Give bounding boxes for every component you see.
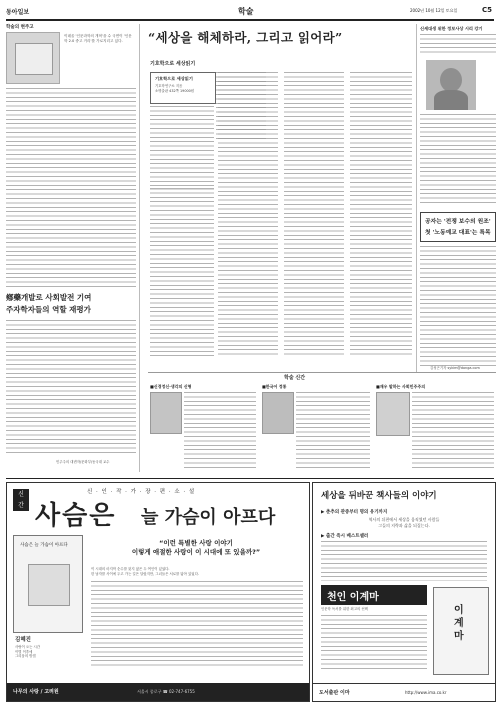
new-book-item <box>262 384 372 472</box>
ad-footer-bar <box>7 683 309 701</box>
ad-title-line1: 사슴은 <box>35 501 117 531</box>
new-book-title: ■신경정신·생각의 신형 <box>150 384 192 389</box>
left-byline: 민주주의 대변자/문화부/동국대 교수 <box>56 460 110 464</box>
ad2-event-label: 천인 이계마 <box>327 592 379 603</box>
new-book-title: ■재우 말하는 사회민주주의 <box>376 384 426 389</box>
right-quote-sub: 첫 '노동예교 대표'는 특목 <box>425 230 491 236</box>
book-caption: 이데올 '인문과학의 개혁'을 수 국면이 '인문학 2.0 중고 거리'를 가로지리고 있다. <box>64 34 132 43</box>
left-headline-2b: 주자학자들의 역할 재평가 <box>6 305 91 314</box>
ad2-event-text <box>321 615 427 671</box>
page-number: C5 <box>482 6 493 14</box>
right-quote-title: 공자는 '전쟁 보수의 원조' <box>425 219 491 225</box>
main-col1-text-b <box>150 188 214 358</box>
ad2-title: 세상을 뒤바꾼 책사들의 이야기 <box>321 491 437 501</box>
ad-badge: 신 간 <box>13 489 29 511</box>
main-col2-text <box>218 72 278 358</box>
new-book-cover <box>262 392 294 434</box>
main-headline: “세상을 해체하라, 그리고 읽어라” <box>148 30 343 45</box>
ad-series: 신 · 인 · 작 · 가 · 장 · 편 · 소 · 설 <box>87 489 196 495</box>
new-book-cover <box>376 392 410 436</box>
right-col-text-a <box>420 114 496 204</box>
ad-side-list-item: 이별 이후에 <box>15 649 33 654</box>
right-top-text <box>420 34 496 54</box>
ads-top-rule <box>6 478 494 479</box>
main-book-box <box>150 72 216 104</box>
right-byline: 김성곤기자 sykim@donga.com <box>430 366 480 370</box>
left-body-text-1 <box>6 88 136 288</box>
new-book-cover <box>150 392 182 434</box>
book-cover-image <box>6 32 60 84</box>
header-rule <box>6 19 494 21</box>
new-book-item <box>150 384 258 472</box>
right-col-divider <box>416 24 417 372</box>
ad2-url[interactable]: http://www.ima.co.kr <box>405 690 447 695</box>
main-book-box-sub: 기호학연구소 지음 소명출판 432쪽 19000원 <box>155 84 195 93</box>
ad-book-cover-title: 사슴은 늘 가슴이 아프다 <box>20 543 68 548</box>
ad2-event-desc: 인문학 독서를 위한 최고의 선택 <box>321 607 368 611</box>
ad-quote-body: 이 시대의 마지막 순수를 잃지 않은 두 여인이 있었다. 한 남자를 사이에 두고 가는 길은 달랐지만, 그녀들은 서로를 닮아 있었다. <box>91 567 199 576</box>
main-col4-text <box>350 72 412 358</box>
paper-name: 동아일보 <box>6 9 30 16</box>
new-books-label: 학술 신간 <box>284 375 306 381</box>
right-col-text-b <box>420 246 496 366</box>
ad-history-book <box>312 482 496 702</box>
main-col3-text <box>284 72 344 358</box>
ad-side-list-item: 사랑이 오는 시간 <box>15 645 41 649</box>
ad2-book-cover-title: 이계마 <box>454 605 464 642</box>
ad-publisher: 나무의 사랑 / 고려원 <box>13 689 59 695</box>
left-col-divider <box>139 24 140 472</box>
new-books-top-rule <box>148 372 496 373</box>
masthead <box>6 6 494 17</box>
section-title: 학술 <box>238 6 254 16</box>
right-portrait-photo <box>426 60 476 110</box>
ad2-bullet-1: ▶ 춘추의 관중부터 명의 유기까지 <box>321 510 388 515</box>
ad-body-text <box>91 581 303 669</box>
left-headline-2a: 鄕藥개발로 사회발전 기여 <box>6 293 92 302</box>
ad2-bullet-2: ▶ 출간 즉시 베스트셀러 <box>321 534 369 539</box>
new-book-title: ■한국어 정통 <box>262 384 287 389</box>
ad-side-list <box>15 645 85 659</box>
ad-novel <box>6 482 310 702</box>
ad2-quote: 역사의 뒤편에서 세상을 움직였던 사람들 그들의 지략과 삶을 되짚는다. <box>368 517 440 528</box>
ad2-event-banner <box>321 585 427 605</box>
ad2-publisher: 도서출판 이마 <box>319 690 350 696</box>
ad-footer-info: 서울시 종로구 ☎ 02-747-6755 <box>137 689 195 694</box>
issue-date: 2002년 10월 12일 토요일 <box>410 8 458 13</box>
left-kicker: 학술의 현주고 <box>6 25 34 30</box>
ad-book-cover <box>13 535 83 633</box>
left-column <box>6 24 136 472</box>
ad2-footer-bar <box>313 683 495 702</box>
main-subheadline: 기호학으로 세상읽기 <box>150 61 196 67</box>
new-book-item <box>376 384 496 472</box>
right-quote-box <box>420 212 496 242</box>
ad-side-list-item: 그리움의 방법 <box>15 654 36 659</box>
ad-title-line2: 늘 가슴이 아프다 <box>141 507 276 528</box>
right-top-title: 신세대생 위한 정보사상 시리 강기 <box>420 26 483 31</box>
ad-quote: “이런 특별한 사랑 이야기 이렇게 애절한 사랑이 이 시대에 또 있을까?” <box>131 539 261 556</box>
main-book-box-title: 기호학으로 세상읽기 <box>155 76 193 81</box>
left-body-text-2 <box>6 320 136 455</box>
main-col1-text-a <box>150 106 214 190</box>
ad2-body-text <box>321 541 487 581</box>
ad2-book-cover <box>433 587 489 675</box>
ad-author: 김혜진 <box>15 637 31 643</box>
